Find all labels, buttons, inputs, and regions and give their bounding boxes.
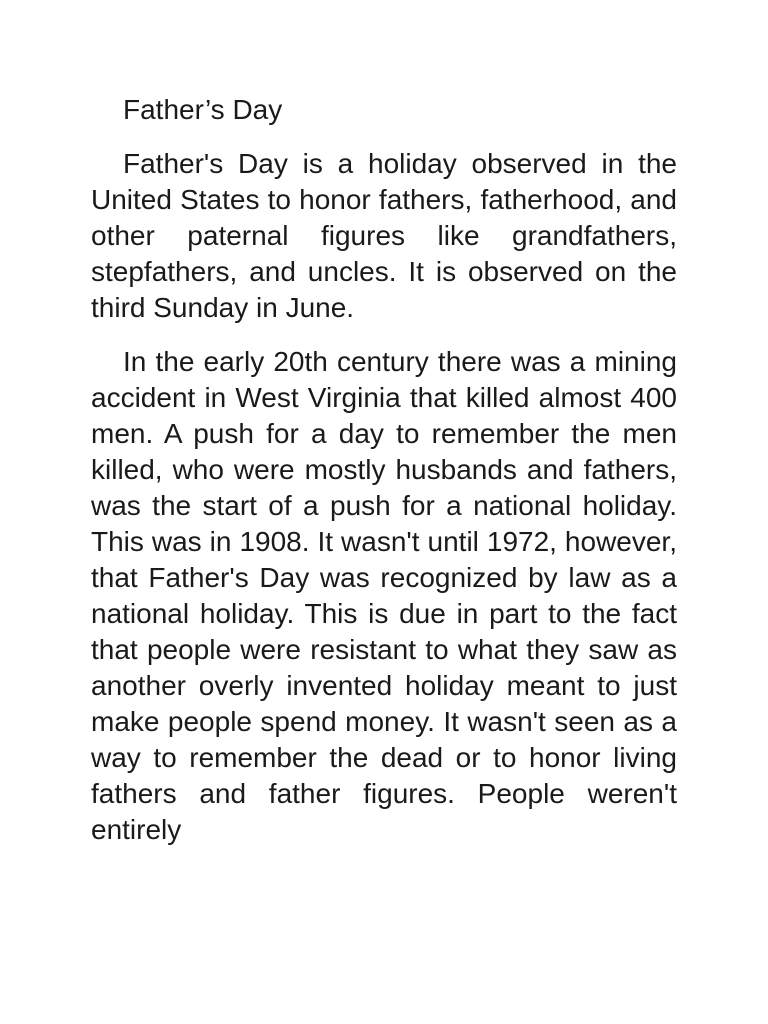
page-title: Father’s Day — [123, 94, 283, 125]
paragraph-intro: Father's Day is a holiday observed in the United States to honor fathers, fatherhood, and other paternal figures like grandfathers, stepfathers, and uncles. It is observed on the third Sunday in June. — [91, 148, 677, 323]
document-page — [91, 92, 677, 866]
paragraph-history: In the early 20th century there was a mining accident in West Virginia that killed almost 400 men. A push for a day to remember the men killed, who were mostly husbands and fathers, was the start of a push for a national holiday. This was in 1908. It wasn't until 1972, however, that Father's Day was recognized by law as a national holiday. This is due in part to the fact that people were resistant to what they saw as another overly invented holiday meant to just make people spend money. It wasn't seen as a way to remember the dead or to honor living fathers and father figures. People weren't entirely — [91, 346, 677, 845]
